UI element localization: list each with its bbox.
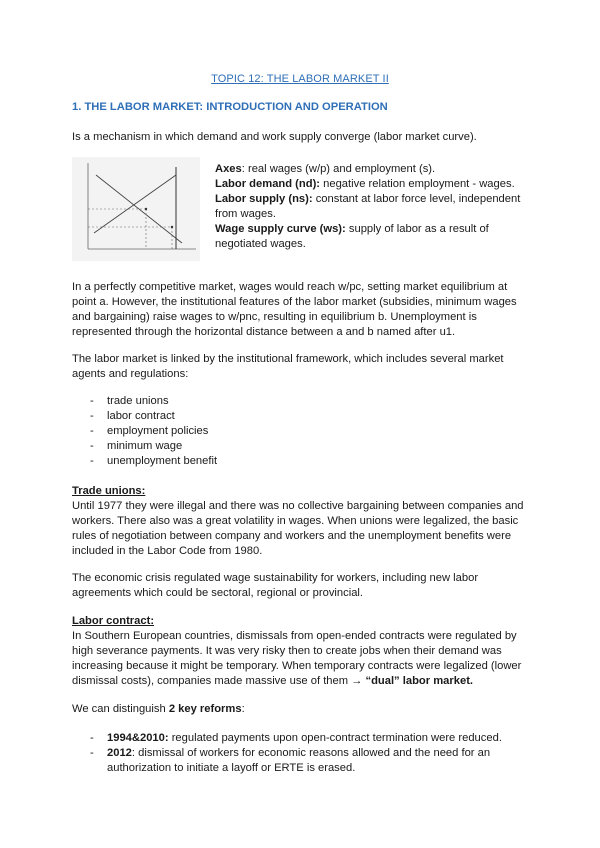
trade-unions-heading: Trade unions:	[72, 485, 146, 497]
list-item: - trade unions	[90, 395, 169, 407]
list-item: - 1994&2010: regulated payments upon open-contract termination were reduced.	[90, 732, 502, 744]
labor-contract-paragraph: In Southern European countries, dismissals from open-ended contracts were regulated by high severance payments. It was very risky then to create jobs when their demand was increasing because it might be temporary. When temporary contracts were legalized (lower dismissal costs), companies made massive use of them → “dual” labor market.	[72, 630, 522, 687]
reforms-list	[72, 731, 532, 776]
paragraph-equilibrium: In a perfectly competitive market, wages would reach w/pc, setting market equilibrium at point a. However, the institutional features of the labor market (subsidies, minimum wages and bargaining) raise wages to w/pnc, resulting in equilibrium b. Unemployment is represented through the horizontal distance between a and b named after u1.	[72, 281, 517, 338]
legend-labor-supply: Labor supply (ns): constant at labor force level, independent from wages.	[215, 193, 521, 220]
legend-wage-supply: Wage supply curve (ws): supply of labor as a result of negotiated wages.	[215, 223, 489, 250]
section-heading: 1. THE LABOR MARKET: INTRODUCTION AND OPERATION	[72, 101, 388, 113]
list-item: - labor contract	[90, 410, 175, 422]
trade-unions-paragraph: Until 1977 they were illegal and there was no collective bargaining between companies and workers. There also was a great volatility in wages. When unions were legalized, the basic rules of negotiation between company and workers and the unemployment benefits were included in the Labor Code from 1980.	[72, 500, 524, 557]
legend-labor-demand: Labor demand (nd): negative relation employment - wages.	[215, 178, 515, 190]
list-item: - unemployment benefit	[90, 455, 218, 467]
framework-list	[72, 394, 217, 469]
diagram-legend	[215, 162, 525, 252]
labor-market-diagram	[72, 157, 200, 261]
labor-contract-heading: Labor contract:	[72, 615, 155, 627]
economic-crisis-paragraph: The economic crisis regulated wage sustainability for workers, including new labor agreements which could be sectoral, regional or provincial.	[72, 572, 479, 599]
legend-axes: Axes: real wages (w/p) and employment (s).	[215, 163, 436, 175]
page-title: TOPIC 12: THE LABOR MARKET II	[211, 73, 389, 85]
list-item: - employment policies	[90, 425, 209, 437]
list-item: - minimum wage	[90, 440, 183, 452]
paragraph-framework: The labor market is linked by the institutional framework, which includes several market agents and regulations:	[72, 353, 504, 380]
list-item: - 2012: dismissal of workers for economic reasons allowed and the need for an authorization to initiate a layoff or ERTE is erased.	[90, 747, 491, 774]
intro-text: Is a mechanism in which demand and work supply converge (labor market curve).	[72, 131, 477, 143]
reforms-intro: We can distinguish 2 key reforms:	[72, 703, 245, 715]
